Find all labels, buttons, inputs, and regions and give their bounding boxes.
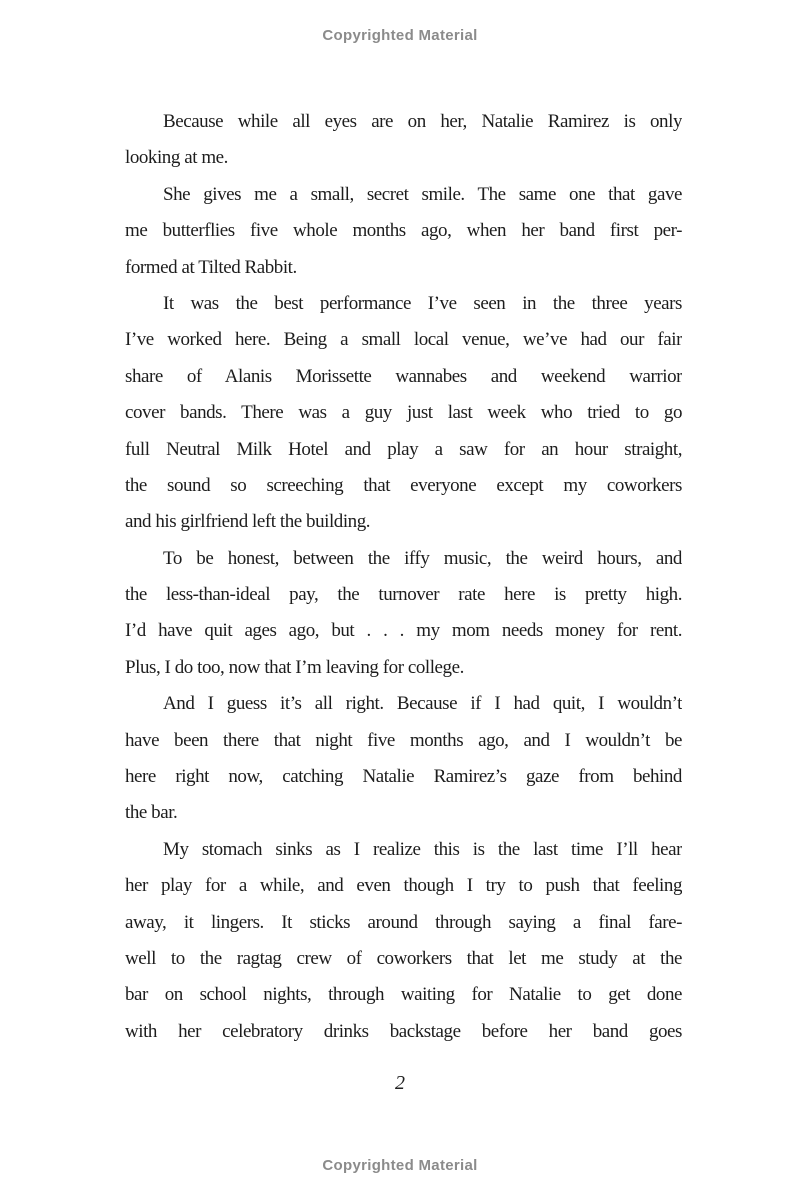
text-line: have been there that night five months ago, and I wouldn’t be	[125, 729, 682, 751]
text-line: My stomach sinks as I realize this is the last time I’ll hear	[163, 838, 682, 860]
body-text	[125, 104, 682, 1050]
text-line: her play for a while, and even though I try to push that feeling	[125, 875, 682, 897]
text-line: full Neutral Milk Hotel and play a saw for an hour straight,	[125, 438, 682, 460]
text-line: here right now, catching Natalie Ramirez’s gaze from behind	[125, 766, 682, 788]
top-copyright-banner: Copyrighted Material	[322, 27, 478, 44]
text-line: Because while all eyes are on her, Natalie Ramirez is only	[163, 111, 682, 132]
text-line: the sound so screeching that everyone except my coworkers	[125, 474, 682, 496]
paragraph	[125, 832, 682, 1050]
text-line: To be honest, between the iffy music, the weird hours, and	[163, 547, 682, 569]
text-line: And I guess it’s all right. Because if I had quit, I wouldn’t	[163, 693, 682, 715]
paragraph	[125, 686, 682, 832]
paragraph	[125, 177, 682, 286]
page-number: 2	[395, 1072, 405, 1094]
bottom-copyright-banner: Copyrighted Material	[322, 1157, 478, 1174]
text-line: the less-than-ideal pay, the turnover rate here is pretty high.	[125, 584, 682, 606]
text-line: I’d have quit ages ago, but . . . my mom needs money for rent.	[125, 620, 682, 642]
text-line: away, it lingers. It sticks around through saying a final fare-	[125, 911, 682, 933]
text-line: share of Alanis Morissette wannabes and weekend warrior	[125, 365, 682, 387]
paragraph	[125, 541, 682, 687]
text-line: I’ve worked here. Being a small local venue, we’ve had our fair	[125, 329, 682, 351]
paragraph	[125, 104, 682, 177]
text-line: She gives me a small, secret smile. The same one that gave	[163, 183, 682, 205]
text-line: well to the ragtag crew of coworkers that let me study at the	[125, 947, 682, 969]
text-line: with her celebratory drinks backstage before her band goes	[125, 1020, 682, 1042]
text-line: looking at me.	[125, 147, 228, 169]
paragraph	[125, 286, 682, 541]
text-line: cover bands. There was a guy just last week who tried to go	[125, 402, 682, 424]
text-line: the bar.	[125, 802, 178, 824]
text-line: Plus, I do too, now that I’m leaving for college.	[125, 656, 464, 678]
text-line: formed at Tilted Rabbit.	[125, 256, 297, 278]
text-line: bar on school nights, through waiting for Natalie to get done	[125, 984, 682, 1006]
text-line: me butterflies five whole months ago, when her band first per-	[125, 220, 682, 242]
text-line: and his girlfriend left the building.	[125, 511, 371, 533]
text-line: It was the best performance I’ve seen in the three years	[163, 292, 682, 314]
